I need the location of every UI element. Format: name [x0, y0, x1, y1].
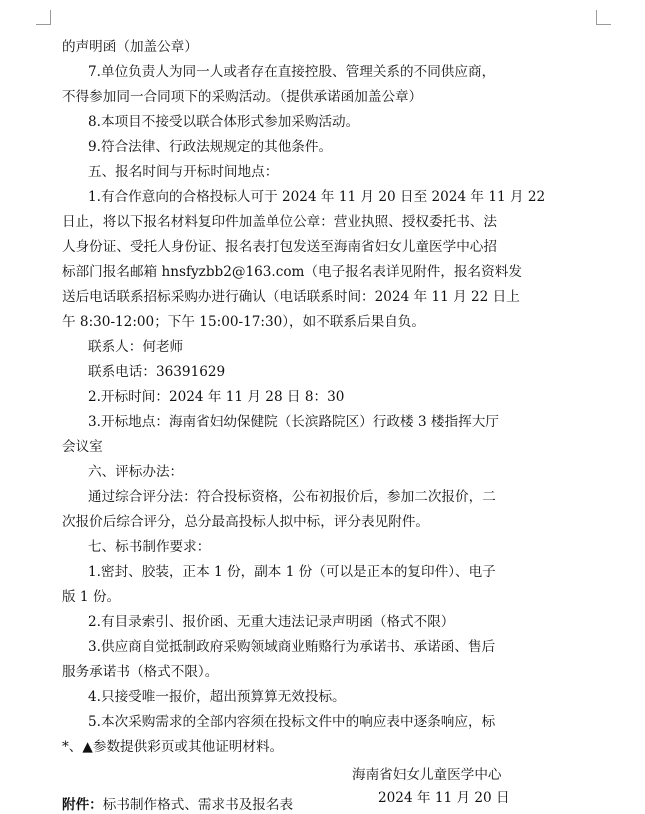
contact-phone: 联系电话：36391629: [88, 364, 226, 380]
attachment-line: [62, 796, 422, 814]
crop-mark-top-left: [36, 10, 51, 25]
text-line: 日止，将以下报名材料复印件加盖单位公章：营业执照、授权委托书、法: [62, 214, 497, 230]
text-line: 通过综合评分法：符合投标资格，公布初报价后，参加二次报价，二: [88, 489, 496, 505]
signature-org: 海南省妇女儿童医学中心: [352, 767, 502, 783]
signature-date: 2024 年 11 月 20 日: [378, 790, 510, 806]
contact-person: 联系人：何老师: [88, 339, 184, 355]
text-line: 送后电话联系招标采购办进行确认（电话联系时间：2024 年 11 月 22 日上: [62, 289, 520, 305]
text-line: 的声明函（加盖公章）: [62, 39, 198, 55]
text-line: 5.本次采购需求的全部内容须在投标文件中的响应表中逐条响应，标: [88, 714, 496, 730]
section-heading: 六、评标办法：: [88, 464, 184, 480]
text-line: 4.只接受唯一报价，超出预算算无效投标。: [88, 689, 346, 705]
text-line: 9.符合法律、行政法规规定的其他条件。: [88, 139, 333, 155]
text-line: *、▲参数提供彩页或其他证明材料。: [62, 739, 284, 755]
text-line: 8.本项目不接受以联合体形式参加采购活动。: [88, 114, 360, 130]
text-line: 次报价后综合评分，总分最高投标人拟中标，评分表见附件。: [62, 514, 430, 530]
text-line: 1.有合作意向的合格投标人可于 2024 年 11 月 20 日至 2024 年 11 月 22: [88, 189, 546, 205]
text-line: 1.密封、胶装，正本 1 份，副本 1 份（可以是正本的复印件）、电子: [88, 564, 496, 580]
text-line: 2.开标时间：2024 年 11 月 28 日 8：30: [88, 389, 345, 405]
text-line: 会议室: [62, 439, 103, 455]
text-line: 2.有目录索引、报价函、无重大违法记录声明函（格式不限）: [88, 614, 455, 630]
attachment-text: 标书制作格式、需求书及报名表: [102, 797, 294, 813]
text-line: 服务承诺书（格式不限）。: [62, 664, 219, 680]
text-line: 版 1 份。: [62, 589, 121, 605]
section-heading: 五、报名时间与开标时间地点：: [88, 164, 279, 180]
text-line: 3.开标地点：海南省妇幼保健院（长滨路院区）行政楼 3 楼指挥大厅: [88, 414, 499, 430]
section-heading: 七、标书制作要求：: [88, 539, 211, 555]
attachment-label: 附件：: [62, 797, 103, 813]
text-line: 午 8:30-12:00；下午 15:00-17:30），如不联系后果自负。: [62, 314, 425, 330]
text-line: 3.供应商自觉抵制政府采购领域商业贿赂行为承诺书、承诺函、售后: [88, 639, 496, 655]
text-line: 人身份证、受托人身份证、报名表打包发送至海南省妇女儿童医学中心招: [62, 239, 497, 255]
text-line: 不得参加同一合同项下的采购活动。（提供承诺函加盖公章）: [62, 89, 423, 105]
text-line: 7.单位负责人为同一人或者存在直接控股、管理关系的不同供应商，: [88, 64, 496, 80]
crop-mark-top-right: [596, 10, 611, 25]
text-line: 标部门报名邮箱 hnsfyzbb2@163.com（电子报名表详见附件，报名资料发: [62, 264, 522, 280]
